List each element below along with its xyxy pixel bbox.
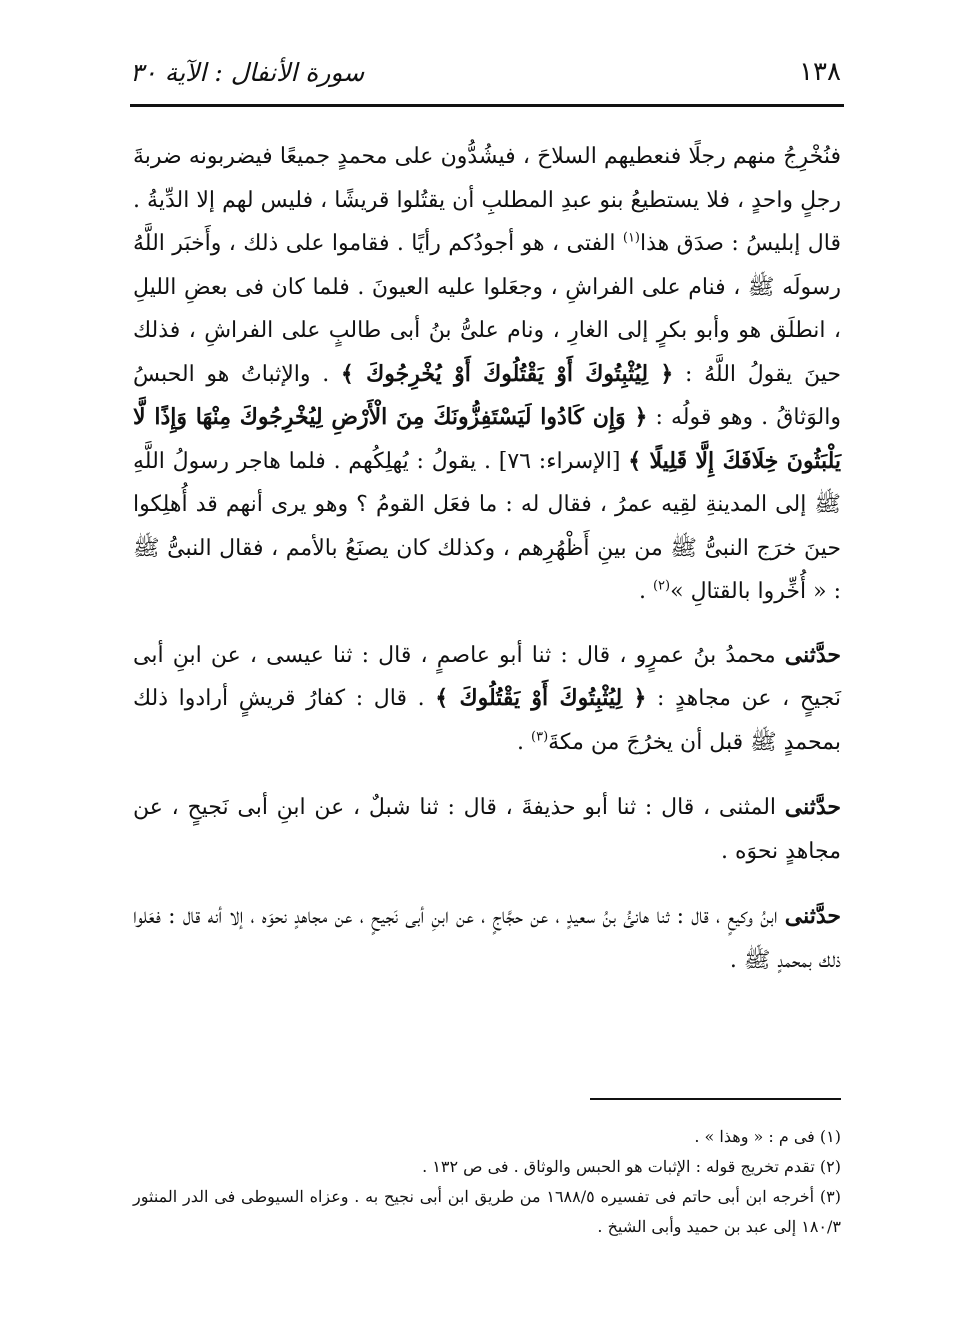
text-run: محمدُ بنُ عمرٍو ، قال : ثنا أبو عاصمٍ ، قال : ثنا عيسى ، عن ابنِ أبى نَجيحٍ ، عن مجاهدٍ : (133, 642, 841, 711)
quran-verse: ﴿ لِيُثْبِتُوكَ أَوْ يَقْتُلُوكَ ﴾ (435, 685, 647, 711)
footnote-ref-2: (٢) (652, 578, 671, 594)
narration-lead: حدَّثنى (784, 794, 841, 820)
paragraph-4 (133, 895, 841, 982)
text-run: . قال : كفارُ قريشٍ أرادوا ذلك بمحمدٍ ﷺ قبل أن يخرُجَ من مكةَ (133, 686, 841, 755)
header-rule (130, 104, 844, 107)
paragraph-3 (133, 786, 841, 873)
running-header (130, 52, 841, 92)
text-run: المثنى ، قال : ثنا أبو حذيفةَ ، قال : ثنا شبلٌ ، عن ابنِ أبى نَجيحٍ ، عن مجاهدٍ نحوَه . (133, 795, 841, 864)
paragraph-2 (133, 634, 841, 765)
text-run: ابنُ وكيعٍ ، قال : ثنا هانئُ بنُ سعيدٍ ، عن حجَّاجٍ ، عن ابنِ أبى نَجيحٍ ، عن مجاهدٍ نحوَه ، إلا أنه قال : فعَلوا ذلك بمحمدٍ ﷺ . (133, 904, 841, 973)
text-run: فنُخْرِجُ منهم رجلًا فنعطيهم السلاحَ ، فيشُدُّون على محمدٍ جميعًا فيضربونه ضربةَ رجلٍ واحدٍ ، فلا يستطيعُ بنو عبدِ المطلبِ أن يقتُلوا قريشًا ، فليس لهم إلا الدِّيةُ . قال إبليسُ : صدَق هذا (133, 144, 841, 256)
text-run: . (638, 579, 653, 604)
footnote-3: (٣) أخرجه ابن أبى حاتم فى تفسيره ١٦٨٨/٥ من طريق ابن أبى نجيح به . وعزاه السيوطى فى الدر المنثور ١٨٠/٣ إلى عبد بن حميد وأبى الشيخ . (133, 1187, 842, 1236)
text-run: الفتى ، هو أجودُكم رأيًا . فقاموا على ذلك ، وأَخبَر اللَّهُ رسولَه ﷺ ، فنام على الفراشِ ، وجعَلوا عليه العيونَ . فلما كان فى بعضِ الليلِ ، انطلَق هو وأبو بكرٍ إلى الغارِ ، ونام علىُّ بنُ أبى طالبٍ على الفراشِ ، فذلك حينَ يقولُ اللَّهُ : (133, 231, 841, 387)
paragraph-1 (133, 135, 841, 614)
footnote-1: (١) فى م : « وهذا » . (694, 1127, 841, 1146)
footnote-rule (590, 1098, 841, 1100)
narration-lead: حدَّثنى (784, 641, 841, 668)
header-title: سورة الأنفال : الآية ٣٠ (130, 57, 365, 87)
quran-verse: ﴿ وَإِن كَادُوا لَيَسْتَفِزُّونَكَ مِنَ الْأَرْضِ لِيُخْرِجُوكَ مِنْهَا وَإِذًا لَّا يَلْبَثُونَ خِلَافَكَ إِلَّا قَلِيلًا ﴾ (133, 404, 841, 474)
footnote-ref-3: (٣) (531, 729, 549, 745)
narration-lead: حدَّثنى (784, 903, 841, 929)
footnote-ref-1: (١) (622, 230, 640, 246)
text-run: . والإثباتُ هو الحبسُ والوَثاقُ . وهو قولُه : (133, 361, 841, 430)
text-run: . (517, 729, 531, 755)
footnotes (133, 1122, 841, 1242)
footnote-2: (٢) تقدم تخريج قوله : الإثبات هو الحبس والوثاق . فى ص ١٣٢ . (422, 1157, 841, 1176)
quran-verse: ﴿ لِيُثْبِتُوكَ أَوْ يَقْتُلُوكَ أَوْ يُخْرِجُوكَ ﴾ (340, 360, 674, 387)
text-run: [الإسراء: ٧٦] . يقولُ : يُهلِكُهم . فلما هاجر رسولُ اللَّهِ ﷺ إلى المدينةِ لقِيه عمرُ ، فقال له : ما فعَل القومُ ؟ وهو يرى أنهم قد أُهلِكوا حينَ خرَج النبىُّ ﷺ من بينِ أَظْهُرِهم ، وكذلك كان يصنَعُ بالأمم ، فقال النبىُّ ﷺ : « أُخِّروا بالقتالِ » (133, 448, 841, 604)
main-text (133, 135, 841, 1004)
page-number: ١٣٨ (799, 57, 841, 87)
